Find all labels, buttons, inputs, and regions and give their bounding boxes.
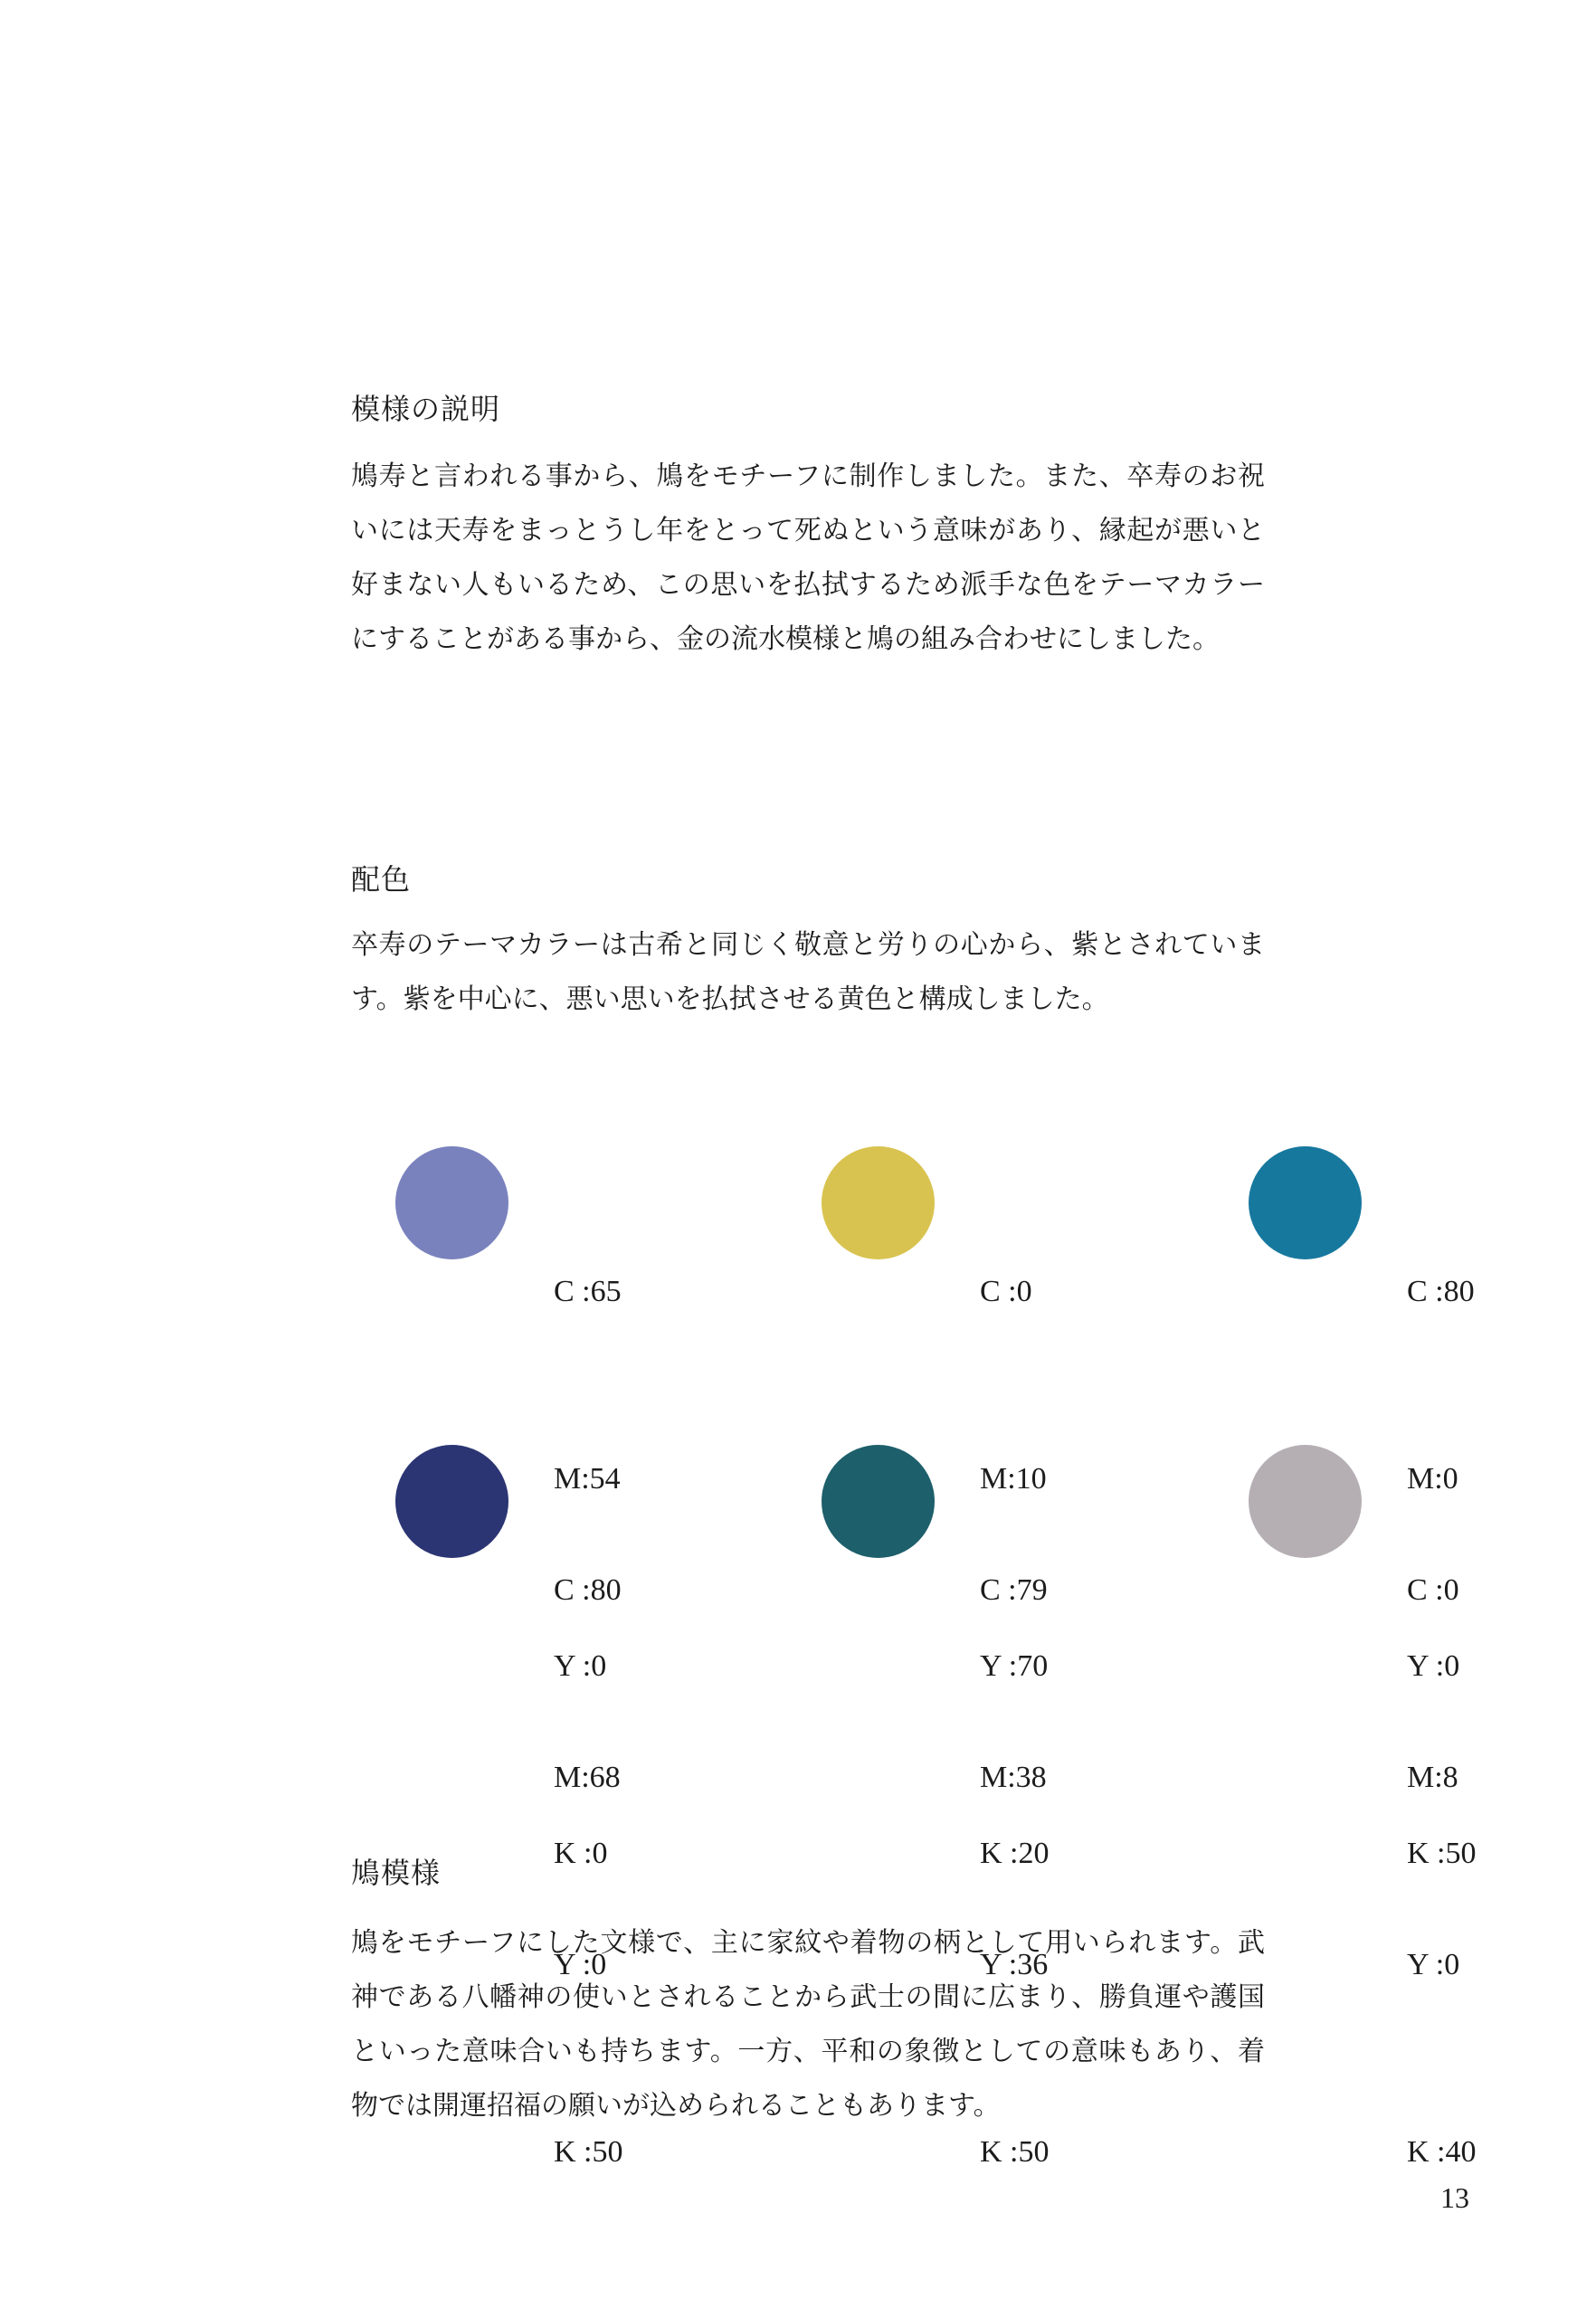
cmyk-value-line: M:54	[554, 1462, 621, 1496]
cmyk-value-line: C :79	[980, 1573, 1048, 1607]
cmyk-value-line: K :50	[980, 2135, 1050, 2169]
cmyk-value-line: C :0	[980, 1275, 1032, 1308]
swatch-circle	[395, 1445, 508, 1558]
color-swatch	[1249, 1445, 1477, 2308]
cmyk-values	[554, 1434, 623, 2308]
cmyk-values	[980, 1434, 1050, 2308]
cmyk-value-line: Y :70	[980, 1649, 1049, 1683]
palette-section-heading: 配色	[351, 863, 412, 896]
cmyk-value-line: Y :0	[1407, 1649, 1460, 1683]
cmyk-value-line: K :50	[1407, 1837, 1477, 1870]
cmyk-value-line: M:68	[554, 1761, 621, 1794]
color-swatch	[822, 1445, 1050, 2308]
pattern-section-heading: 模様の説明	[351, 393, 501, 425]
cmyk-value-line: Y :36	[980, 1948, 1049, 1981]
hato-description-paragraph: 鳩をモチーフにした文様で、主に家紋や着物の柄として用いられます。武神である八幡神の使いとされることから武士の間に広まり、勝負運や護国といった意味合いも持ちます。一方、平和の象徴としての意味もあり、着物では開運招福の願いが込められることもあります。	[351, 1928, 1265, 2121]
cmyk-value-line: Y :0	[1407, 1948, 1460, 1981]
palette-description-paragraph: 卒寿のテーマカラーは古希と同じく敬意と労りの心から、紫とされています。紫を中心に、悪い思いを払拭させる黄色と構成しました。	[351, 930, 1265, 1014]
cmyk-value-line: M:38	[980, 1761, 1047, 1794]
cmyk-value-line: C :65	[554, 1275, 622, 1308]
hato-section-heading: 鳩模様	[351, 1857, 442, 1889]
cmyk-value-line: K :40	[1407, 2135, 1477, 2169]
cmyk-value-line: K :20	[980, 1837, 1050, 1870]
cmyk-value-line: M:0	[1407, 1462, 1458, 1496]
cmyk-value-line: C :80	[554, 1573, 622, 1607]
pattern-description-paragraph: 鳩寿と言われる事から、鳩をモチーフに制作しました。また、卒寿のお祝いには天寿をまっとうし年をとって死ぬという意味があり、縁起が悪いと好まない人もいるため、この思いを払拭するため派手な色をテーマカラーにすることがある事から、金の流水模様と鳩の組み合わせにしました。	[351, 461, 1265, 654]
cmyk-value-line: M:10	[980, 1462, 1047, 1496]
swatch-circle	[822, 1445, 935, 1558]
cmyk-value-line: Y :0	[554, 1948, 607, 1981]
page-number: 13	[1440, 2181, 1469, 2214]
swatch-circle	[1249, 1445, 1362, 1558]
cmyk-value-line: K :50	[554, 2135, 623, 2169]
cmyk-value-line: C :0	[1407, 1573, 1459, 1607]
cmyk-value-line: Y :0	[554, 1649, 607, 1683]
swatch-circle	[822, 1146, 935, 1259]
cmyk-values	[1407, 1434, 1477, 2308]
cmyk-value-line: M:8	[1407, 1761, 1458, 1794]
cmyk-value-line: K :0	[554, 1837, 608, 1870]
swatch-circle	[395, 1146, 508, 1259]
cmyk-value-line: C :80	[1407, 1275, 1475, 1308]
swatch-circle	[1249, 1146, 1362, 1259]
